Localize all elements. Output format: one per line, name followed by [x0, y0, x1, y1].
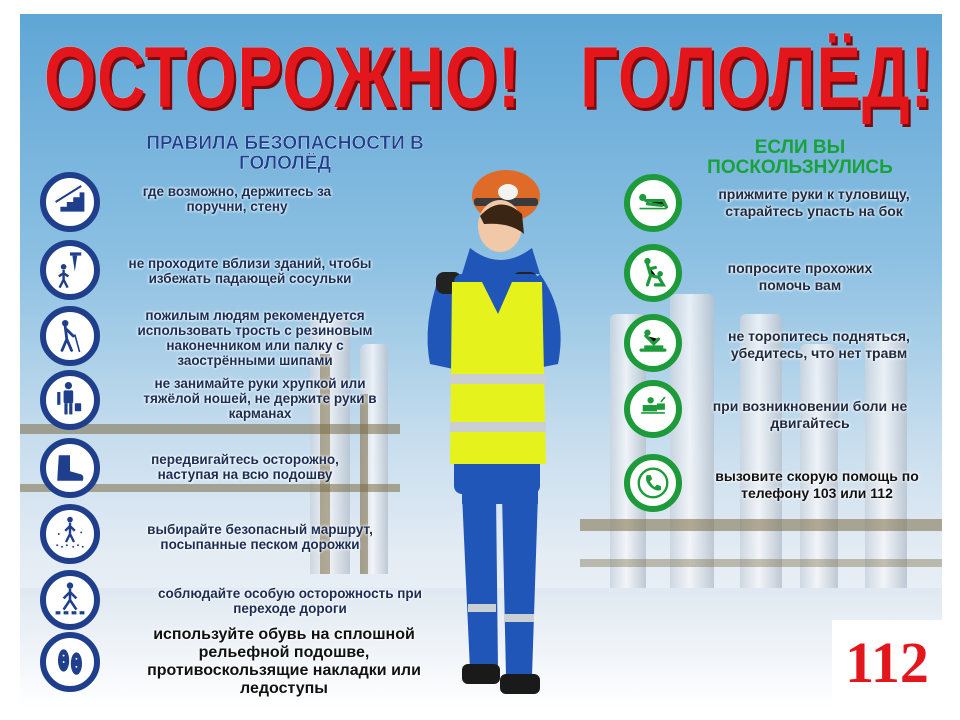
rule-item: [40, 172, 420, 242]
rule-text: где возможно, держитесь за поручни, стену: [142, 184, 332, 214]
advice-item: [624, 314, 934, 380]
worker-figure: [400, 164, 580, 704]
walking-cane-icon: [40, 306, 100, 366]
advice-text: вызовите скорую помощь по телефону 103 или 112: [715, 468, 919, 501]
boot-icon: [40, 438, 100, 498]
emergency-number: 112: [845, 630, 929, 695]
advice-text: не торопитесь подняться, убедитесь, что нет травм: [728, 328, 910, 361]
rule-text: пожилым людям рекомендуется использовать трость с резиновым наконечником или палку с заострёнными шипами: [137, 308, 373, 368]
emergency-number-badge: [832, 620, 942, 706]
stairs-handrail-icon: [40, 172, 100, 232]
advice-item: [624, 174, 934, 240]
rule-item: [40, 240, 420, 310]
lying-person-check-icon: [624, 314, 682, 372]
sanded-path-icon: [40, 504, 100, 564]
rule-text: выбирайте безопасный маршрут, посыпанные песком дорожки: [147, 522, 373, 552]
crosswalk-icon: [40, 570, 100, 630]
rule-item: [40, 306, 420, 376]
advice-text: попросите прохожих помочь вам: [727, 260, 873, 293]
phone-icon: [624, 454, 682, 512]
rule-item: [40, 438, 420, 508]
left-section-heading: ПРАВИЛА БЕЗОПАСНОСТИ В ГОЛОЛЁД: [146, 133, 424, 174]
poster-title: [20, 30, 942, 126]
rule-item: [40, 504, 420, 574]
rule-item: [40, 626, 440, 708]
title-ice: ГОЛОЛЁД!: [580, 30, 934, 126]
advice-item: [624, 380, 934, 446]
rule-text: не занимайте руки хрупкой или тяжёлой ношей, не держите руки в карманах: [143, 376, 377, 421]
shoe-sole-icon: [40, 632, 100, 692]
advice-item: [624, 454, 934, 520]
helping-person-icon: [624, 244, 682, 302]
rule-text: не проходите вблизи зданий, чтобы избежать падающей сосульки: [128, 256, 372, 286]
falling-icicle-icon: [40, 240, 100, 300]
advice-text: при возникновении боли не двигайтесь: [712, 398, 908, 431]
rule-text: передвигайтесь осторожно, наступая на всю подошву: [151, 452, 339, 482]
rule-text: соблюдайте особую осторожность при переходе дороги: [158, 586, 422, 616]
rule-text: используйте обувь на сплошной рельефной подошве, противоскользящие накладки или ледоступы: [147, 626, 421, 697]
injury-icon: [624, 380, 682, 438]
falling-person-icon: [624, 174, 682, 232]
advice-text: прижмите руки к туловищу, старайтесь упасть на бок: [718, 186, 910, 219]
right-section-heading: ЕСЛИ ВЫ ПОСКОЛЬЗНУЛИСЬ: [707, 137, 893, 178]
person-carrying-bag-icon: [40, 370, 100, 430]
advice-item: [624, 244, 934, 310]
rule-item: [40, 370, 420, 440]
safety-poster: [20, 14, 942, 708]
title-caution: ОСТОРОЖНО!: [44, 30, 521, 126]
